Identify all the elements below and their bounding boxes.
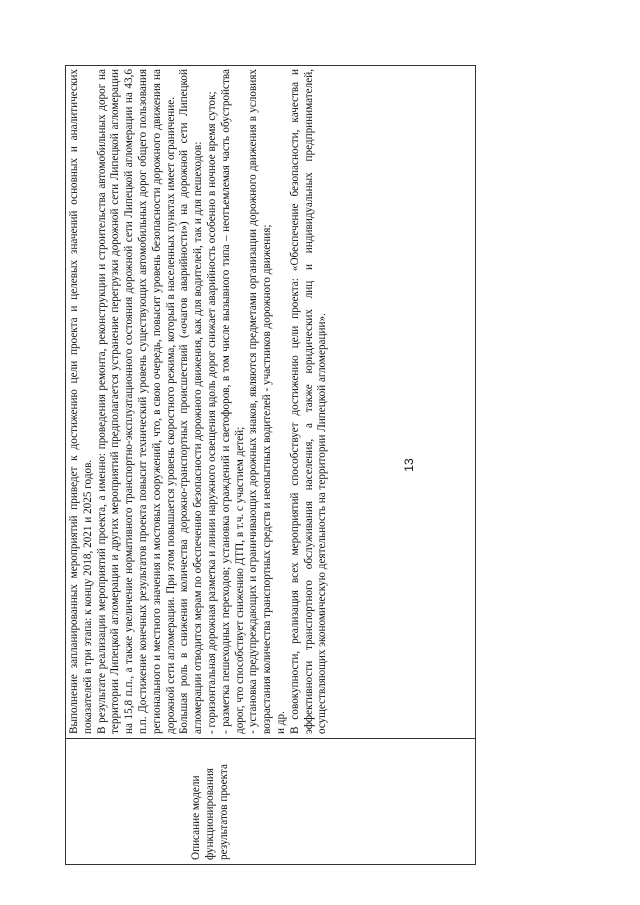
page-number: 13	[402, 458, 416, 472]
list-item-marking: - горизонтальная дорожная разметка и линии наружного освещения вдоль дорог снижает аварийность особенно в ночное время суток;	[205, 91, 218, 734]
paragraph-results: В результате реализации мероприятий проекта, а именно: проведения ремонта, реконструкции и строительства автомобильных дорог на территории Липецкой агломерации и других мероприятий предполагается устранение перегрузки дорожной сети Липецкой агломерации на 15,8 п.п., а также увеличение нормативного транспортно-эксплуатационного состояния дорожной сети Липецкой агломерации на 43,6 п.п. Достижение конечных результатов проекта повысит технический уровень существующих автомобильных дорог общего пользования регионального и местного значения и мостовых сооружений, что, в свою очередь, повысит уровень безопасности дорожного движения на дорожной сети агломерации. При этом повышается уровень скоростного режима, который в населенных пунктах имеет ограничение.	[95, 69, 177, 734]
paragraph-conclusion: В совокупности, реализация всех мероприятий способствует достижению цели проекта: «Обеспечение безопасности, качества и эффективности транспортного обслуживания населения, а также юридических лиц и индивидуальных предпринимателей, осуществляющих экономическую деятельность на территории Липецкой агломерации».	[288, 69, 329, 734]
rotated-page	[65, 65, 485, 865]
paragraph-safety-measures: Большая роль в снижении количества дорожно-транспортных происшествий («очагов аварийности») на дорожной сети Липецкой агломерации отводится мерам по обеспечению безопасности дорожного движения, как для водителей, так и для пешеходов:	[178, 69, 205, 734]
list-item-signs: - установка предупреждающих и ограничивающих дорожных знаков, являются предметами организации дорожного движения в условиях возрастания количества транспортных средств и неопытных водителей - участников дорожного движения;	[247, 69, 274, 734]
list-item-crossings: - разметка пешеходных переходов; установка ограждений и светофоров, в том числе вызывного типа – неотъемлемая часть обустройства дорог, что способствует снижению ДТП, в т.ч. с участием детей;	[219, 69, 246, 734]
list-item-etc: и др.	[274, 711, 287, 734]
row-label: Описание модели функционирования результатов проекта	[190, 764, 230, 860]
paragraph-goal: Выполнение запланированных мероприятий приведет к достижению цели проекта и целевых значений основных и аналитических показателей в три этапа: к концу 2018, 2021 и 2025 годов.	[68, 69, 94, 734]
